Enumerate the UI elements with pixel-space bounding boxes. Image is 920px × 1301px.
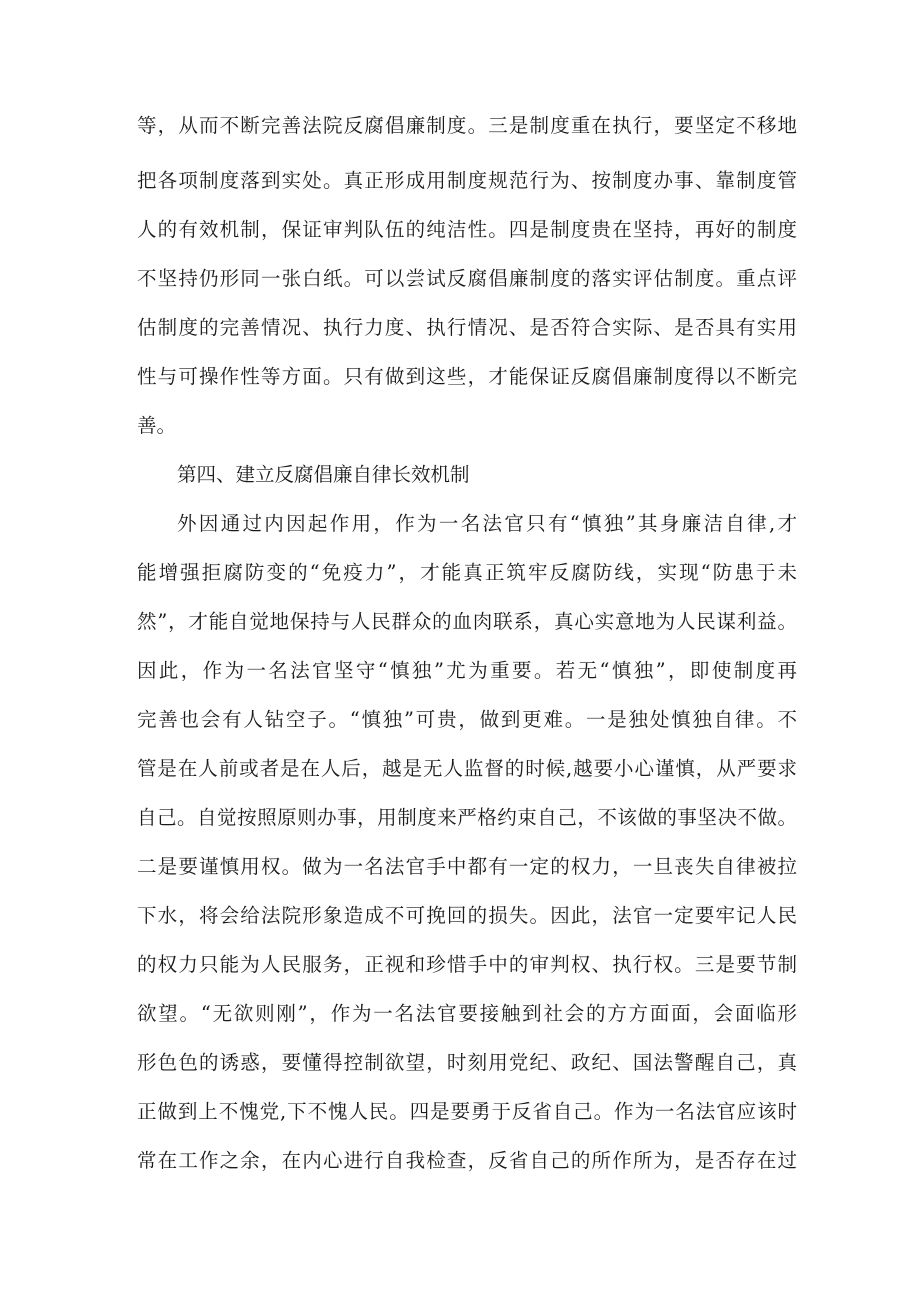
paragraph-line: 估制度的完善情况、执行力度、执行情况、是否符合实际、是否具有实用 [137, 316, 797, 339]
paragraph-line: 然”，才能自觉地保持与人民群众的血肉联系，真心实意地为人民谋利益。 [137, 610, 797, 633]
paragraph-line: 二是要谨慎用权。做为一名法官手中都有一定的权力，一旦丧失自律被拉 [137, 855, 797, 878]
paragraph-line: 不坚持仍形同一张白纸。可以尝试反腐倡廉制度的落实评估制度。重点评 [137, 267, 797, 290]
paragraph-line: 善。 [137, 414, 177, 437]
paragraph-line: 外因通过内因起作用，作为一名法官只有“慎独”其身廉洁自律,才 [177, 512, 797, 535]
paragraph-line: 欲望。“无欲则刚”，作为一名法官要接触到社会的方方面面，会面临形 [137, 1002, 797, 1025]
paragraph-line: 常在工作之余，在内心进行自我检查，反省自己的所作所为，是否存在过 [137, 1149, 797, 1172]
paragraph-line: 完善也会有人钻空子。“慎独”可贵，做到更难。一是独处慎独自律。不 [137, 708, 797, 731]
paragraph-line: 人的有效机制，保证审判队伍的纯洁性。四是制度贵在坚持，再好的制度 [137, 218, 797, 241]
paragraph-line: 等，从而不断完善法院反腐倡廉制度。三是制度重在执行，要坚定不移地 [137, 114, 797, 137]
paragraph-line: 形色色的诱惑，要懂得控制欲望，时刻用党纪、政纪、国法警醒自己，真 [137, 1051, 797, 1074]
paragraph-line: 正做到上不愧党,下不愧人民。四是要勇于反省自己。作为一名法官应该时 [137, 1100, 797, 1123]
paragraph-line: 下水，将会给法院形象造成不可挽回的损失。因此，法官一定要牢记人民 [137, 904, 797, 927]
paragraph-line: 管是在人前或者是在人后，越是无人监督的时候,越要小心谨慎，从严要求 [137, 757, 797, 780]
paragraph-line: 自己。自觉按照原则办事，用制度来严格约束自己，不该做的事坚决不做。 [137, 806, 797, 829]
paragraph-line: 性与可操作性等方面。只有做到这些，才能保证反腐倡廉制度得以不断完 [137, 365, 797, 388]
paragraph-line: 的权力只能为人民服务，正视和珍惜手中的审判权、执行权。三是要节制 [137, 953, 797, 976]
section-heading: 第四、建立反腐倡廉自律长效机制 [177, 463, 470, 486]
paragraph-line: 把各项制度落到实处。真正形成用制度规范行为、按制度办事、靠制度管 [137, 169, 797, 192]
paragraph-line: 能增强拒腐防变的“免疫力”，才能真正筑牢反腐防线，实现“防患于未 [137, 561, 797, 584]
paragraph-line: 因此，作为一名法官坚守“慎独”尤为重要。若无“慎独”，即使制度再 [137, 659, 797, 682]
